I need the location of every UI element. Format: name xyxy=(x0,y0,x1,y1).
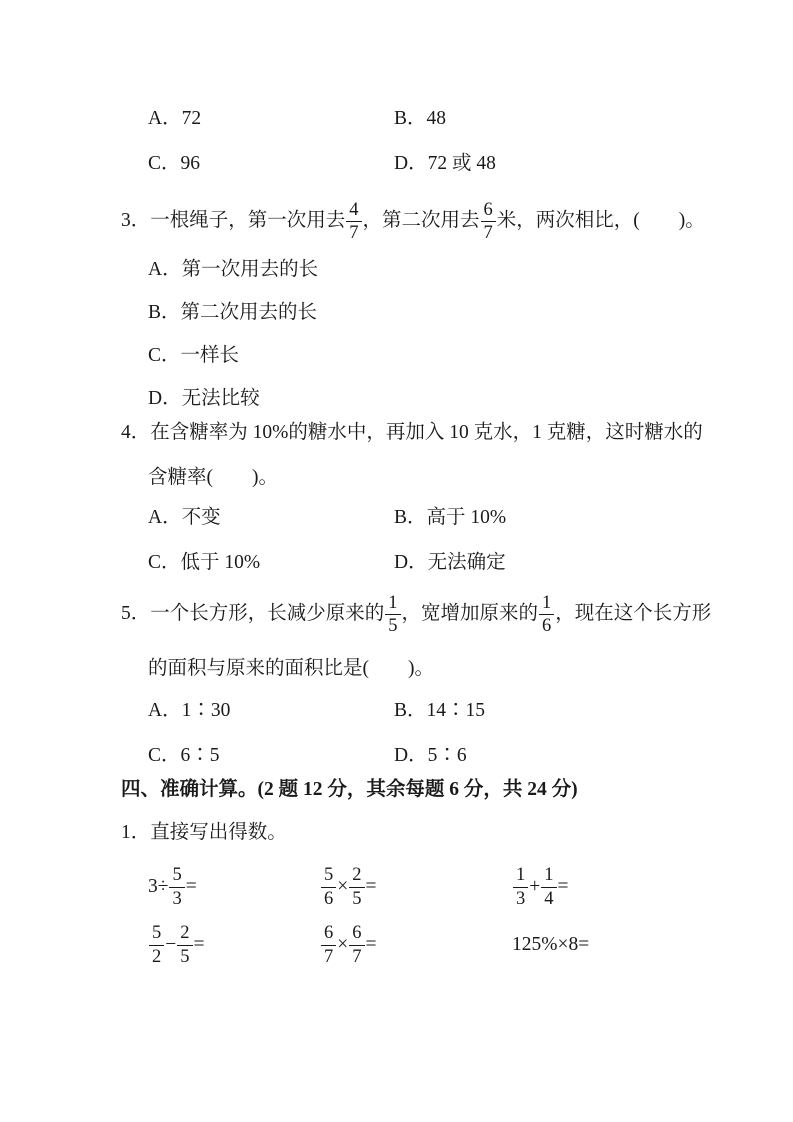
fraction-denominator: 7 xyxy=(349,223,359,244)
q5-stem-text-2: ，宽增加原来的 xyxy=(401,603,539,624)
fraction-denominator: 3 xyxy=(516,888,526,909)
q5-stem-line1 xyxy=(121,589,712,639)
fraction-numerator: 1 xyxy=(385,593,400,615)
option-label: C． xyxy=(148,745,181,766)
fraction-4-7 xyxy=(346,200,361,244)
calc-grid xyxy=(121,861,698,971)
equals-sign: = xyxy=(365,876,377,897)
option-text: 72 xyxy=(181,108,202,129)
option-label: B． xyxy=(148,302,181,323)
q2-options xyxy=(148,107,698,176)
fraction-numerator: 4 xyxy=(346,200,361,222)
option-label: A． xyxy=(148,700,182,721)
q4-options xyxy=(148,506,698,575)
q4-number: 4． xyxy=(121,422,151,443)
q2-option-c xyxy=(148,152,394,176)
option-text: 不变 xyxy=(181,507,221,528)
calc-title xyxy=(121,821,698,845)
q3-option-c xyxy=(148,344,698,368)
fraction-5-3 xyxy=(169,865,184,909)
fraction-numerator: 6 xyxy=(321,923,336,945)
fraction-numerator: 5 xyxy=(169,865,184,887)
calc-title-text: 直接写出得数。 xyxy=(150,822,287,843)
fraction-5-6 xyxy=(321,865,336,909)
option-label: C． xyxy=(148,153,181,174)
fraction-denominator: 2 xyxy=(152,946,162,967)
fraction-1-5 xyxy=(385,593,400,637)
option-label: A． xyxy=(148,108,182,129)
fraction-1-6 xyxy=(539,593,554,637)
q4-stem-line1 xyxy=(121,421,703,445)
option-text: 低于 10% xyxy=(180,552,261,573)
fraction-denominator: 5 xyxy=(352,888,362,909)
q5-stem-text-1: 一个长方形，长减少原来的 xyxy=(150,603,385,624)
fraction-denominator: 7 xyxy=(483,223,493,244)
fraction-denominator: 7 xyxy=(352,946,362,967)
q4-option-b xyxy=(394,506,698,530)
fraction-numerator: 5 xyxy=(149,923,164,945)
fraction-denominator: 6 xyxy=(542,616,552,637)
calc-expression-3 xyxy=(512,861,698,913)
section-4-header: 四、准确计算。(2 题 12 分，其余每题 6 分，共 24 分) xyxy=(121,779,578,800)
option-text: 高于 10% xyxy=(426,507,507,528)
fraction-numerator: 1 xyxy=(539,593,554,615)
q4-option-d xyxy=(394,551,698,575)
operand: 3÷ xyxy=(148,876,169,897)
calc-expression-4 xyxy=(148,919,320,971)
fraction-denominator: 3 xyxy=(172,888,182,909)
q2-option-b xyxy=(394,107,698,131)
option-text: 6∶5 xyxy=(180,745,220,766)
fraction-6-7a xyxy=(321,923,336,967)
calc-number: 1． xyxy=(121,822,151,843)
operator: + xyxy=(529,876,541,897)
option-text: 无法比较 xyxy=(181,388,260,409)
calc-expression-1 xyxy=(148,861,320,913)
fraction-numerator: 1 xyxy=(513,865,528,887)
q3-stem-text-1: 一根绳子，第一次用去 xyxy=(150,210,346,231)
q3-number: 3． xyxy=(121,210,151,231)
option-text: 1∶30 xyxy=(181,700,231,721)
fraction-denominator: 7 xyxy=(324,946,334,967)
option-text: 第二次用去的长 xyxy=(180,302,318,323)
equals-sign: = xyxy=(185,876,197,897)
option-label: D． xyxy=(148,388,182,409)
q3-option-b xyxy=(148,301,698,325)
option-label: C． xyxy=(148,345,181,366)
option-label: D． xyxy=(394,745,428,766)
q5-number: 5． xyxy=(121,603,151,624)
calc-expression-5 xyxy=(320,919,512,971)
option-label: B． xyxy=(394,700,427,721)
q3-stem-text-3: 米，两次相比，( )。 xyxy=(496,210,705,231)
q3-stem-text-2: ，第二次用去 xyxy=(362,210,480,231)
operator: − xyxy=(165,934,177,955)
fraction-numerator: 6 xyxy=(481,200,496,222)
operator: × xyxy=(337,876,349,897)
option-label: D． xyxy=(394,552,428,573)
equals-sign: = xyxy=(557,876,569,897)
option-label: D． xyxy=(394,153,428,174)
option-text: 48 xyxy=(426,108,447,129)
option-text: 一样长 xyxy=(180,345,240,366)
fraction-1-3 xyxy=(513,865,528,909)
option-text: 96 xyxy=(180,153,201,174)
fraction-numerator: 1 xyxy=(541,865,556,887)
fraction-denominator: 4 xyxy=(544,888,554,909)
fraction-5-2 xyxy=(149,923,164,967)
fraction-denominator: 6 xyxy=(324,888,334,909)
expression-text: 125%×8= xyxy=(512,934,590,955)
calc-expression-6 xyxy=(512,919,698,971)
q5-options xyxy=(148,699,698,768)
q3-option-a xyxy=(148,258,698,282)
fraction-numerator: 2 xyxy=(177,923,192,945)
option-label: A． xyxy=(148,259,182,280)
q2-option-d xyxy=(394,152,698,176)
q3-option-d xyxy=(148,387,698,411)
calc-expression-2 xyxy=(320,861,512,913)
fraction-denominator: 5 xyxy=(180,946,190,967)
fraction-denominator: 5 xyxy=(388,616,398,637)
q5-option-c xyxy=(148,744,394,768)
option-text: 5∶6 xyxy=(427,745,467,766)
fraction-numerator: 6 xyxy=(349,923,364,945)
q5-option-b xyxy=(394,699,698,723)
option-label: A． xyxy=(148,507,182,528)
q5-stem-text-3: ，现在这个长方形 xyxy=(555,603,712,624)
q2-option-a xyxy=(148,107,394,131)
q5-option-a xyxy=(148,699,394,723)
option-label: C． xyxy=(148,552,181,573)
equals-sign: = xyxy=(193,934,205,955)
fraction-1-4 xyxy=(541,865,556,909)
q4-stem-text-1: 在含糖率为 10%的糖水中，再加入 10 克水，1 克糖，这时糖水的 xyxy=(150,422,703,443)
q5-option-d xyxy=(394,744,698,768)
q3-options xyxy=(148,258,698,411)
option-label: B． xyxy=(394,108,427,129)
equals-sign: = xyxy=(365,934,377,955)
q4-stem-line2: 含糖率( )。 xyxy=(148,467,278,488)
option-text: 第一次用去的长 xyxy=(181,259,319,280)
fraction-6-7 xyxy=(481,200,496,244)
q3-stem xyxy=(121,196,705,246)
option-label: B． xyxy=(394,507,427,528)
fraction-2-5 xyxy=(349,865,364,909)
option-text: 无法确定 xyxy=(427,552,506,573)
q4-option-c xyxy=(148,551,394,575)
q5-stem-line2: 的面积与原来的面积比是( )。 xyxy=(148,658,434,679)
fraction-2-5b xyxy=(177,923,192,967)
fraction-numerator: 2 xyxy=(349,865,364,887)
fraction-numerator: 5 xyxy=(321,865,336,887)
option-text: 14∶15 xyxy=(426,700,486,721)
q4-option-a xyxy=(148,506,394,530)
operator: × xyxy=(337,934,349,955)
option-text: 72 或 48 xyxy=(427,153,496,174)
fraction-6-7b xyxy=(349,923,364,967)
